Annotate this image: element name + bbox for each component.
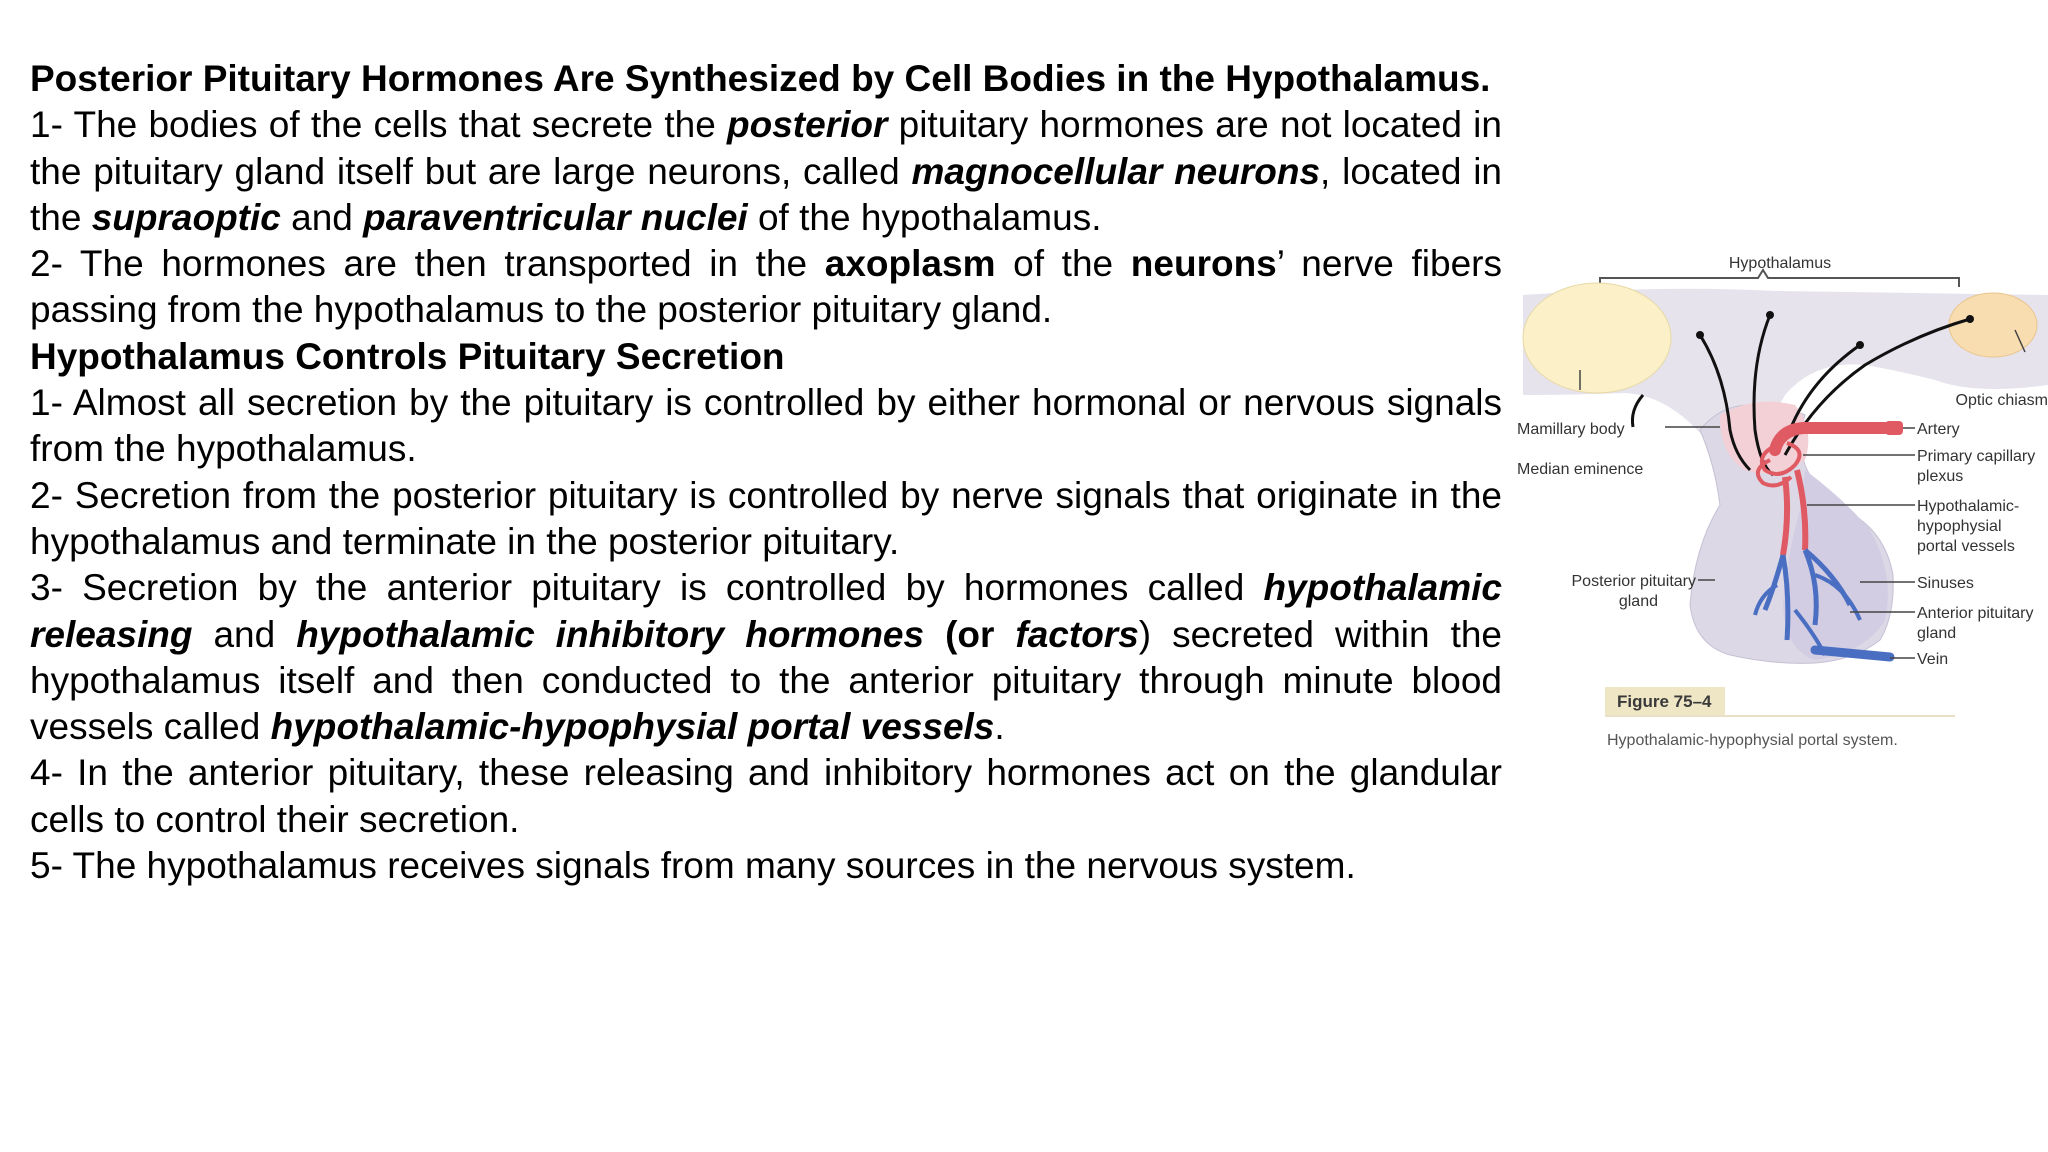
- slide-text: [30, 56, 1502, 889]
- section2-paragraph-2: 2- Secretion from the posterior pituitary is controlled by nerve signals that originate in the hypothalamus and terminate in the posterior pituitary.: [30, 474, 1502, 562]
- section2-paragraph-3: [30, 565, 1502, 750]
- label-posterior-pituitary: Posterior pituitary: [1571, 573, 1696, 590]
- text-run: and: [280, 196, 364, 238]
- text-run: and: [192, 613, 297, 655]
- label-portal-1: Hypothalamic-: [1917, 498, 2020, 515]
- text-run: of the: [995, 243, 1131, 285]
- label-primary-capillary-2: plexus: [1917, 468, 1964, 485]
- nerve-fiber: [1632, 395, 1643, 427]
- text-run: 2- The hormones are then transported in the: [30, 243, 825, 285]
- section1-paragraph-1: [30, 102, 1502, 241]
- section2-paragraph-4: 4- In the anterior pituitary, these releasing and inhibitory hormones act on the glandular cells to control their secretion.: [30, 752, 1502, 840]
- emphasis-factors: factors: [1015, 613, 1139, 655]
- artery-end: [1885, 421, 1903, 435]
- emphasis-portal-vessels: hypothalamic-hypophysial portal vessels: [270, 706, 995, 748]
- label-portal-2: hypophysial: [1917, 518, 2002, 535]
- hypothalamus-brace: [1600, 270, 1959, 287]
- emphasis-hypothalamic-releasing: hypothalamic releasing: [30, 567, 1502, 655]
- text-run: ) secreted within the hypothalamus itself and then conducted to the anterior pituitary through minute blood vessels called: [30, 613, 1503, 748]
- label-anterior-pituitary-2: gland: [1917, 625, 1957, 642]
- emphasis-hypothalamic-inhibitory-hormones: hypothalamic inhibitory hormones: [296, 613, 925, 655]
- label-portal-3: portal vessels: [1917, 538, 2015, 555]
- label-hypothalamus: Hypothalamus: [1728, 255, 1832, 272]
- text-run: of the hypothalamus.: [747, 196, 1102, 238]
- emphasis-neurons: neurons: [1130, 243, 1277, 285]
- section1-paragraph-2: [30, 241, 1502, 334]
- figure-number: Figure 75–4: [1617, 692, 1712, 711]
- emphasis-or: (or: [924, 613, 1016, 655]
- portal-system-diagram: [1515, 255, 2048, 765]
- section1-title: Posterior Pituitary Hormones Are Synthesized by Cell Bodies in the Hypothalamus.: [30, 58, 1491, 99]
- emphasis-magnocellular-neurons: magnocellular neurons: [911, 150, 1321, 192]
- label-mamillary-body: Mamillary body: [1517, 421, 1625, 438]
- label-posterior-pituitary-2: gland: [1618, 593, 1658, 610]
- section2-title: Hypothalamus Controls Pituitary Secretion: [30, 335, 785, 377]
- label-artery: Artery: [1917, 421, 1960, 438]
- label-optic-chiasm: Optic chiasm: [1955, 392, 2048, 409]
- emphasis-axoplasm: axoplasm: [824, 243, 996, 285]
- emphasis-posterior: posterior: [727, 104, 888, 146]
- emphasis-supraoptic: supraoptic: [91, 196, 281, 238]
- nerve-cell-body: [1766, 311, 1774, 319]
- nerve-cell-body: [1696, 331, 1704, 339]
- label-primary-capillary: Primary capillary: [1917, 448, 2036, 465]
- section2-paragraph-5: 5- The hypothalamus receives signals from many sources in the nervous system.: [30, 845, 1356, 887]
- label-anterior-pituitary: Anterior pituitary: [1917, 605, 2034, 622]
- figure-caption: Hypothalamic-hypophysial portal system.: [1607, 732, 1898, 749]
- nerve-cell-body: [1966, 315, 1974, 323]
- emphasis-paraventricular-nuclei: paraventricular nuclei: [363, 196, 748, 238]
- label-vein: Vein: [1917, 651, 1949, 668]
- text-run: ’ nerve fibers passing from the hypothalamus to the posterior pituitary gland.: [30, 243, 1502, 331]
- portal-system-figure: [1515, 255, 2048, 765]
- text-run: 1- The bodies of the cells that secrete the: [30, 104, 728, 146]
- section2-paragraph-1: 1- Almost all secretion by the pituitary is controlled by either hormonal or nervous signals from the hypothalamus.: [30, 382, 1502, 470]
- label-sinuses: Sinuses: [1917, 575, 1974, 592]
- text-run: 3- Secretion by the anterior pituitary is controlled by hormones called: [30, 567, 1264, 609]
- nucleus-left: [1523, 283, 1671, 393]
- text-run: , located in the: [30, 150, 1502, 238]
- text-run: .: [994, 706, 1005, 748]
- label-median-eminence: Median eminence: [1517, 461, 1644, 478]
- nerve-cell-body: [1856, 341, 1864, 349]
- text-run: pituitary hormones are not located in the pituitary gland itself but are large neurons, called: [30, 104, 1502, 192]
- optic-chiasm-shape: [1949, 293, 2037, 357]
